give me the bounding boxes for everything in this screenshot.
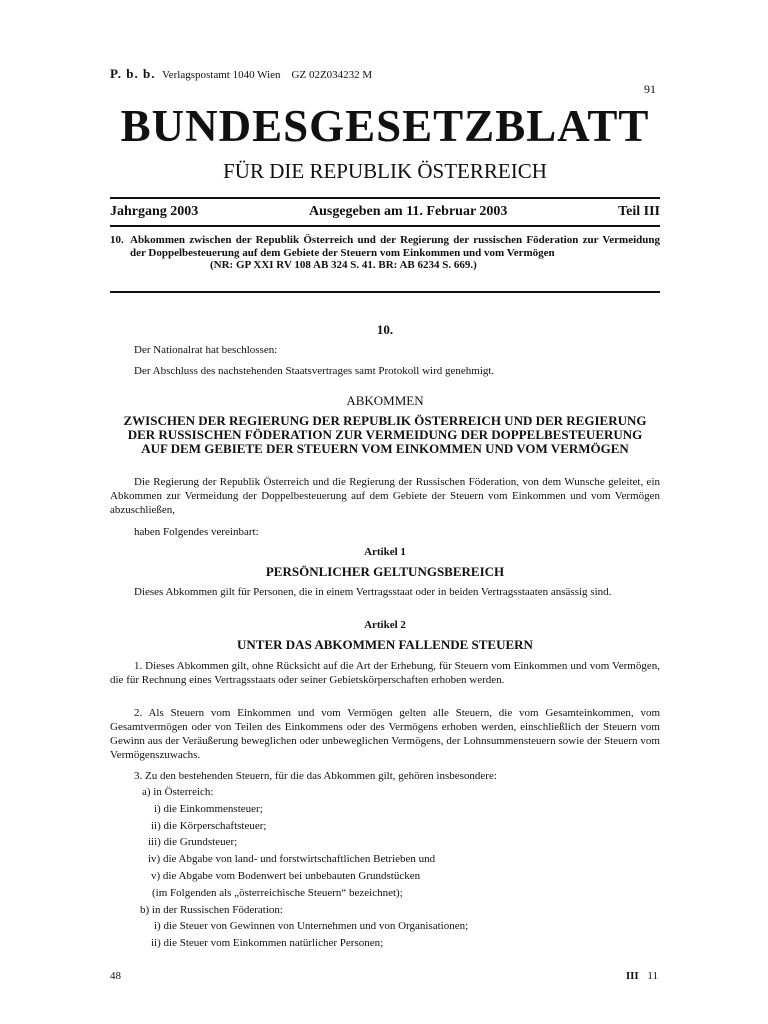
tax-list [110,784,660,952]
article-2-para-2: 2. Als Steuern vom Einkommen und vom Vermögen gelten alle Steuern, die vom Gesamteinkommen, vom Gesamtvermögen oder von Teilen des Einkommens oder des Vermögens erhoben werden, einschließlich der Steuern vom Gewinn aus der Veräußerung beweglichen oder unbeweglichen Vermögens, der Lohnsummensteuern sowie der Steuern vom Vermögenszuwachs. [110,707,660,761]
teil: Teil III [618,204,660,219]
toc-ref: (NR: GP XXI RV 108 AB 324 S. 41. BR: AB 6234 S. 669.) [210,259,477,271]
article-1-label: Artikel 1 [364,546,406,558]
list-item: i) die Einkommensteuer; [154,802,263,815]
toc-text: Abkommen zwischen der Republik Österreich und der Regierung der russischen Föderation zur Vermeidung der Doppelbesteuerung auf dem Gebiete der Steuern vom Einkommen und vom Vermögen [130,234,660,259]
toc-number: 10. [110,234,124,246]
list-item: iv) die Abgabe von land- und forstwirtschaftlichen Betrieben und [148,853,436,866]
rule-top [110,197,660,199]
pbb-mark: P. b. b. [110,66,156,81]
issue-line [110,202,660,222]
article-2-para-1: 1. Dieses Abkommen gilt, ohne Rücksicht auf die Art der Erhebung, für Steuern vom Einkommen und vom Vermögen, die für Rechnung eines Vertragsstaats oder seiner Gebietskörperschaften erhoben werden. [110,660,660,686]
rule-bottom [110,291,660,293]
abkommen-heading: ABKOMMEN [346,393,424,408]
list-item: i) die Steuer von Gewinnen von Unternehmen und von Organisationen; [154,920,469,933]
article-1-text: Dieses Abkommen gilt für Personen, die in einem Vertragsstaat oder in beiden Vertragsstaaten ansässig sind. [134,586,612,598]
list-item: b) in der Russischen Föderation: [140,903,283,916]
jahrgang: Jahrgang 2003 [110,204,199,219]
postamt: Verlagspostamt 1040 Wien [162,69,281,81]
masthead-title: BUNDESGESETZBLATT [120,101,650,151]
section-number: 10. [376,322,394,337]
postal-line [110,66,372,82]
gz-number: GZ 02Z034232 M [291,69,373,81]
list-item: v) die Abgabe vom Bodenwert bei unbebauten Grundstücken [151,869,421,882]
toc-entry [110,234,660,272]
list-item: ii) die Körperschaftsteuer; [151,819,267,832]
vereinbart: haben Folgendes vereinbart: [134,526,259,538]
preamble: Die Regierung der Republik Österreich und die Regierung der Russischen Föderation, von dem Wunsche geleitet, ein Abkommen zur Vermeidung der Doppelbesteuerung auf dem Gebiete der Steuern vom Einkommen und vom Vermögen abzuschließen, [110,476,660,516]
list-item: ii) die Steuer vom Einkommen natürlicher Personen; [151,937,384,950]
footer-number: 11 [647,970,658,982]
footer-right [626,970,658,982]
masthead-subtitle: FÜR DIE REPUBLIK ÖSTERREICH [223,159,547,183]
nationalrat-text: Der Nationalrat hat beschlossen: [134,344,278,356]
footer-left-number: 48 [110,970,121,982]
article-1-title: PERSÖNLICHER GELTUNGSBEREICH [265,564,505,579]
article-2-para-3: 3. Zu den bestehenden Steuern, für die das Abkommen gilt, gehören insbesondere: [134,770,497,782]
article-2-label: Artikel 2 [364,619,406,631]
list-item: a) in Österreich: [142,786,214,798]
page-number: 91 [644,82,656,96]
list-item: (im Folgenden als „österreichische Steuern“ bezeichnet); [152,886,403,899]
ausgegeben: Ausgegeben am 11. Februar 2003 [308,204,508,219]
footer-roman: III [625,970,639,982]
abkommen-title: ZWISCHEN DER REGIERUNG DER REPUBLIK ÖSTERREICH UND DER REGIERUNG DER RUSSISCHEN FÖDERATION ZUR VERMEIDUNG DER DOPPELBESTEUERUNG AUF DEM GEBIETE DER STEUERN VOM EINKOMMEN UND VOM VERMÖGEN [123,413,647,456]
list-item: iii) die Grundsteuer; [148,836,238,849]
rule-middle [110,225,660,227]
genehmigt-text: Der Abschluss des nachstehenden Staatsvertrages samt Protokoll wird genehmigt. [134,365,495,377]
article-2-title: UNTER DAS ABKOMMEN FALLENDE STEUERN [237,637,533,652]
